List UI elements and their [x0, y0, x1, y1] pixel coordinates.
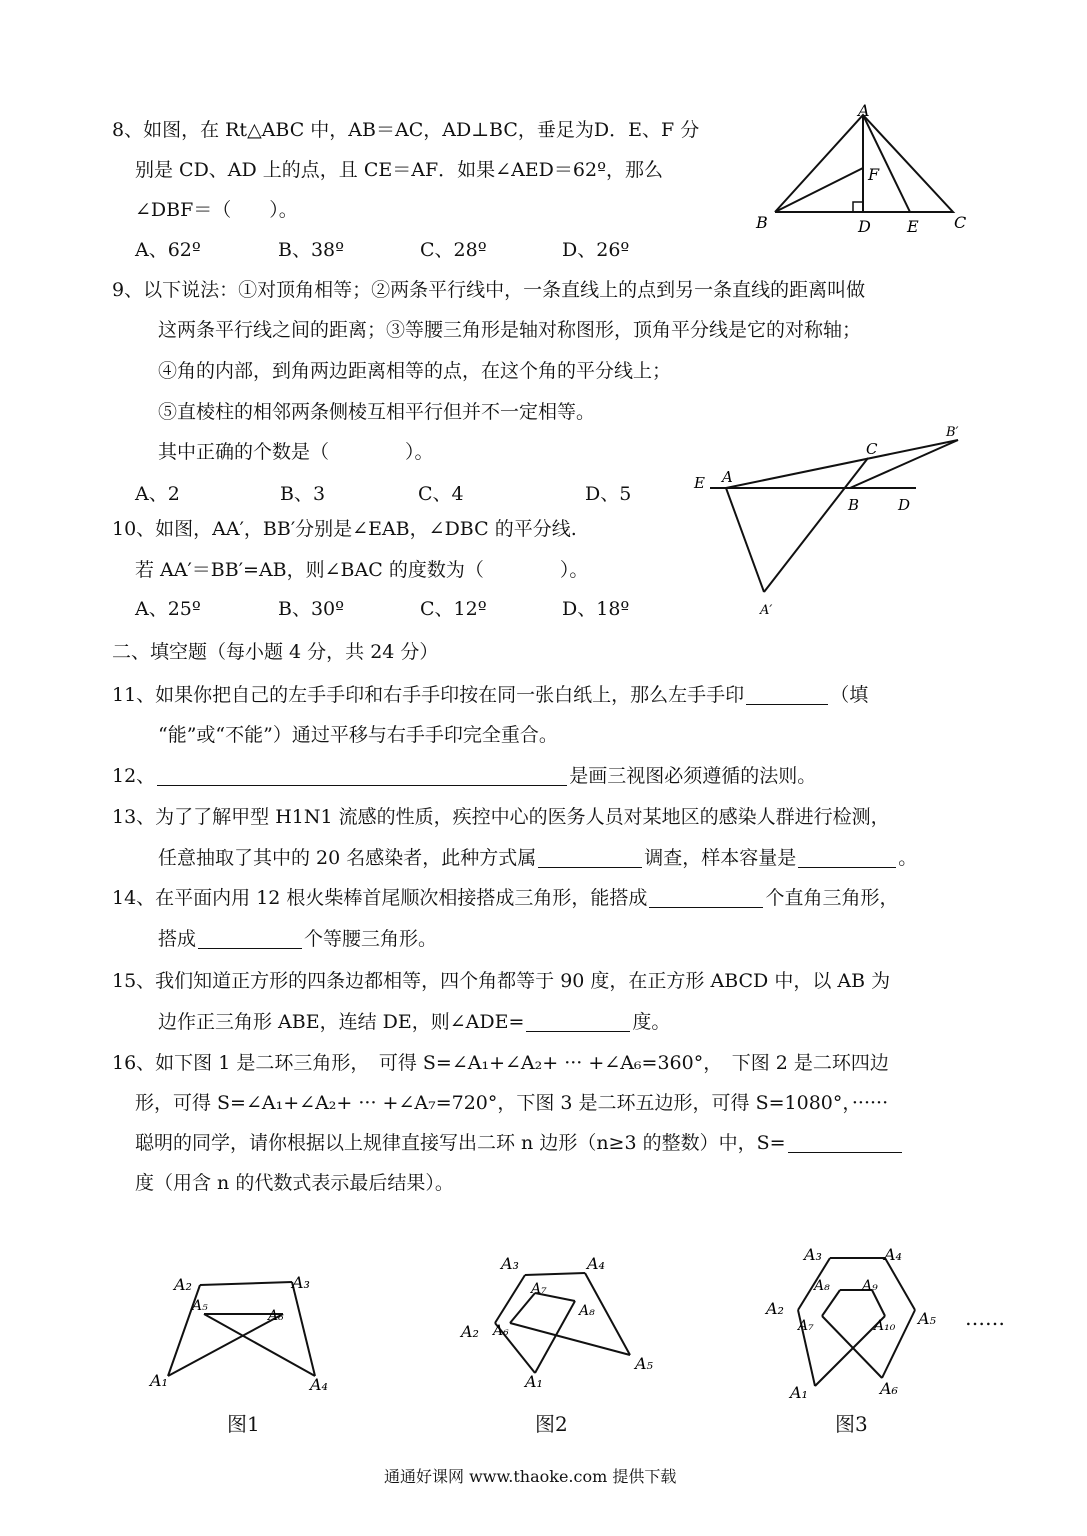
- q13-sample-size-blank[interactable]: [798, 847, 896, 868]
- q12-line: [112, 764, 816, 788]
- fig2-label-a5: A₅: [635, 1354, 653, 1373]
- q8-line-3: ∠DBF＝（ ）。: [135, 199, 298, 221]
- fig3-label-a6: A₆: [880, 1379, 898, 1398]
- q15-line-2: [158, 1010, 670, 1034]
- q12-suffix: 是画三视图必须遵循的法则。: [569, 765, 817, 787]
- q15-line-1: 15、我们知道正方形的四条边都相等，四个角都等于 90 度，在正方形 ABCD 中，以 AB 为: [112, 970, 891, 992]
- q13-line-1: 13、为了了解甲型 H1N1 流感的性质，疾控中心的医务人员对某地区的感染人群进行检测，: [112, 806, 890, 828]
- fig3-label-a10: A₁₀: [874, 1318, 896, 1334]
- fig1-label-a3: A₃: [292, 1273, 310, 1292]
- q13-survey-blank[interactable]: [538, 847, 642, 868]
- fig2-label-a1: A₁: [525, 1372, 543, 1391]
- q14-text-c: 搭成: [158, 928, 197, 950]
- q10-angle-figure: [690, 420, 980, 620]
- q13-text-c: 。: [898, 847, 918, 869]
- q14-text-b: 个直角三角形，: [765, 887, 899, 909]
- q9-option-d: D、5: [585, 483, 632, 505]
- q14-right-triangle-blank[interactable]: [649, 887, 763, 908]
- q10-label-d: D: [898, 496, 911, 514]
- section-2-title: 二、填空题（每小题 4 分，共 24 分）: [112, 641, 439, 663]
- q15-text-b: 度。: [632, 1011, 671, 1033]
- fig3-label-a7: A₇: [798, 1318, 814, 1334]
- q16-line-2: 形，可得 S=∠A₁+∠A₂+ ··· +∠A₇=720°，下图 3 是二环五边形，可得 S=1080°，······: [135, 1092, 889, 1114]
- fig1-label-a5: A₅: [192, 1298, 208, 1314]
- fig1-label-a2: A₂: [174, 1275, 192, 1294]
- fig2-label-a4: A₄: [587, 1254, 605, 1273]
- q10-option-c: C、12º: [420, 598, 487, 620]
- q8-label-c: C: [954, 213, 967, 232]
- q9-line-2: 这两条平行线之间的距离；③等腰三角形是轴对称图形，顶角平分线是它的对称轴；: [158, 319, 862, 341]
- fig3-label-a5: A₅: [918, 1309, 936, 1328]
- fig3-label-a4: A₄: [884, 1245, 902, 1264]
- q10-option-a: A、25º: [135, 598, 201, 620]
- q10-label-a-prime: A′: [760, 603, 773, 618]
- fig1-label-a6: A₆: [268, 1308, 284, 1324]
- fig2-label-a8: A₈: [579, 1303, 595, 1319]
- q11-line-1: [112, 683, 868, 707]
- q11-line-2: “能”或“不能”）通过平移与右手手印完全重合。: [158, 724, 558, 746]
- q8-option-c: C、28º: [420, 239, 487, 261]
- q8-label-d: D: [858, 217, 871, 236]
- figure-2-two-ring-quadrilateral: [455, 1245, 670, 1400]
- q15-angle-blank[interactable]: [526, 1011, 630, 1032]
- figures-ellipsis: ……: [965, 1306, 1005, 1330]
- q9-option-a: A、2: [135, 483, 180, 505]
- q8-label-f: F: [868, 165, 880, 184]
- q9-line-5: 其中正确的个数是（ ）。: [158, 441, 434, 463]
- q8-line-2: 别是 CD、AD 上的点，且 CE＝AF．如果∠AED＝62º，那么: [135, 159, 664, 181]
- q10-line-2: 若 AA′＝BB′=AB，则∠BAC 的度数为（ ）。: [135, 559, 589, 581]
- fig2-label-a2: A₂: [461, 1322, 479, 1341]
- fig3-label-a3: A₃: [804, 1245, 822, 1264]
- q13-text-a: 任意抽取了其中的 20 名感染者，此种方式属: [158, 847, 537, 869]
- fig3-label-a2: A₂: [766, 1299, 784, 1318]
- q16-text-a: 聪明的同学，请你根据以上规律直接写出二环 n 边形（n≥3 的整数）中，S=: [135, 1132, 786, 1154]
- q10-option-d: D、18º: [562, 598, 630, 620]
- q9-line-3: ④角的内部，到角两边距离相等的点，在这个角的平分线上；: [158, 360, 672, 382]
- fig1-label-a1: A₁: [150, 1371, 168, 1390]
- q16-line-1: 16、如下图 1 是二环三角形， 可得 S=∠A₁+∠A₂+ ··· +∠A₆=360°， 下图 2 是二环四边: [112, 1052, 889, 1074]
- fig2-label-a7: A₇: [531, 1281, 547, 1297]
- q13-line-2: [158, 846, 917, 870]
- q15-text-a: 边作正三角形 ABE，连结 DE，则∠ADE=: [158, 1011, 525, 1033]
- q14-line-1: [112, 886, 898, 910]
- q10-label-c: C: [866, 440, 878, 458]
- fig1-label-a4: A₄: [310, 1375, 328, 1394]
- figure-1-caption: 图1: [227, 1412, 260, 1436]
- page-footer: 通通好课网 www.thaoke.com 提供下载: [384, 1467, 677, 1486]
- q8-option-d: D、26º: [562, 239, 630, 261]
- q11-text: 11、如果你把自己的左手手印和右手手印按在同一张白纸上，那么左手手印: [112, 684, 745, 706]
- q8-label-e: E: [907, 217, 919, 236]
- q9-option-b: B、3: [280, 483, 326, 505]
- q16-answer-blank[interactable]: [788, 1132, 902, 1153]
- q16-line-4: 度（用含 n 的代数式表示最后结果）。: [135, 1172, 454, 1194]
- q14-text-a: 14、在平面内用 12 根火柴棒首尾顺次相接搭成三角形，能搭成: [112, 887, 648, 909]
- q11-text-end: （填: [830, 684, 869, 706]
- q10-label-e: E: [694, 474, 705, 492]
- q10-line-1: 10、如图，AA′，BB′分别是∠EAB，∠DBC 的平分线.: [112, 518, 577, 540]
- fig2-label-a3: A₃: [501, 1254, 519, 1273]
- fig3-label-a1: A₁: [790, 1383, 808, 1402]
- q14-text-d: 个等腰三角形。: [304, 928, 438, 950]
- figure-3-caption: 图3: [835, 1412, 868, 1436]
- q13-text-b: 调查，样本容量是: [644, 847, 797, 869]
- q12-prefix: 12、: [112, 765, 156, 787]
- q10-label-b-prime: B′: [946, 425, 959, 440]
- figure-2-caption: 图2: [535, 1412, 568, 1436]
- q8-option-b: B、38º: [278, 239, 345, 261]
- fig3-label-a8: A₈: [814, 1278, 830, 1294]
- q12-answer-blank[interactable]: [157, 765, 567, 786]
- figure-1-two-ring-triangle: [140, 1262, 350, 1397]
- q14-isosceles-blank[interactable]: [198, 928, 302, 949]
- q11-answer-blank[interactable]: [746, 684, 828, 705]
- q9-option-c: C、4: [418, 483, 464, 505]
- q10-option-b: B、30º: [278, 598, 345, 620]
- q16-line-3: [135, 1131, 904, 1155]
- q8-label-a: A: [858, 101, 870, 120]
- q8-option-a: A、62º: [135, 239, 201, 261]
- fig3-label-a9: A₉: [862, 1278, 878, 1294]
- q8-line-1: 8、如图，在 Rt△ABC 中，AB＝AC，AD⊥BC，垂足为D．E、F 分: [112, 119, 700, 141]
- q9-line-1: 9、以下说法：①对顶角相等；②两条平行线中，一条直线上的点到另一条直线的距离叫做: [112, 279, 866, 301]
- figure-3-two-ring-pentagon: [760, 1238, 960, 1403]
- q9-line-4: ⑤直棱柱的相邻两条侧棱互相平行但并不一定相等。: [158, 401, 596, 423]
- fig2-label-a6: A₆: [493, 1323, 509, 1339]
- q10-label-b: B: [848, 496, 860, 514]
- q10-label-a: A: [722, 468, 733, 486]
- q8-label-b: B: [756, 213, 768, 232]
- q8-triangle-figure: [750, 100, 990, 240]
- q14-line-2: [158, 927, 437, 951]
